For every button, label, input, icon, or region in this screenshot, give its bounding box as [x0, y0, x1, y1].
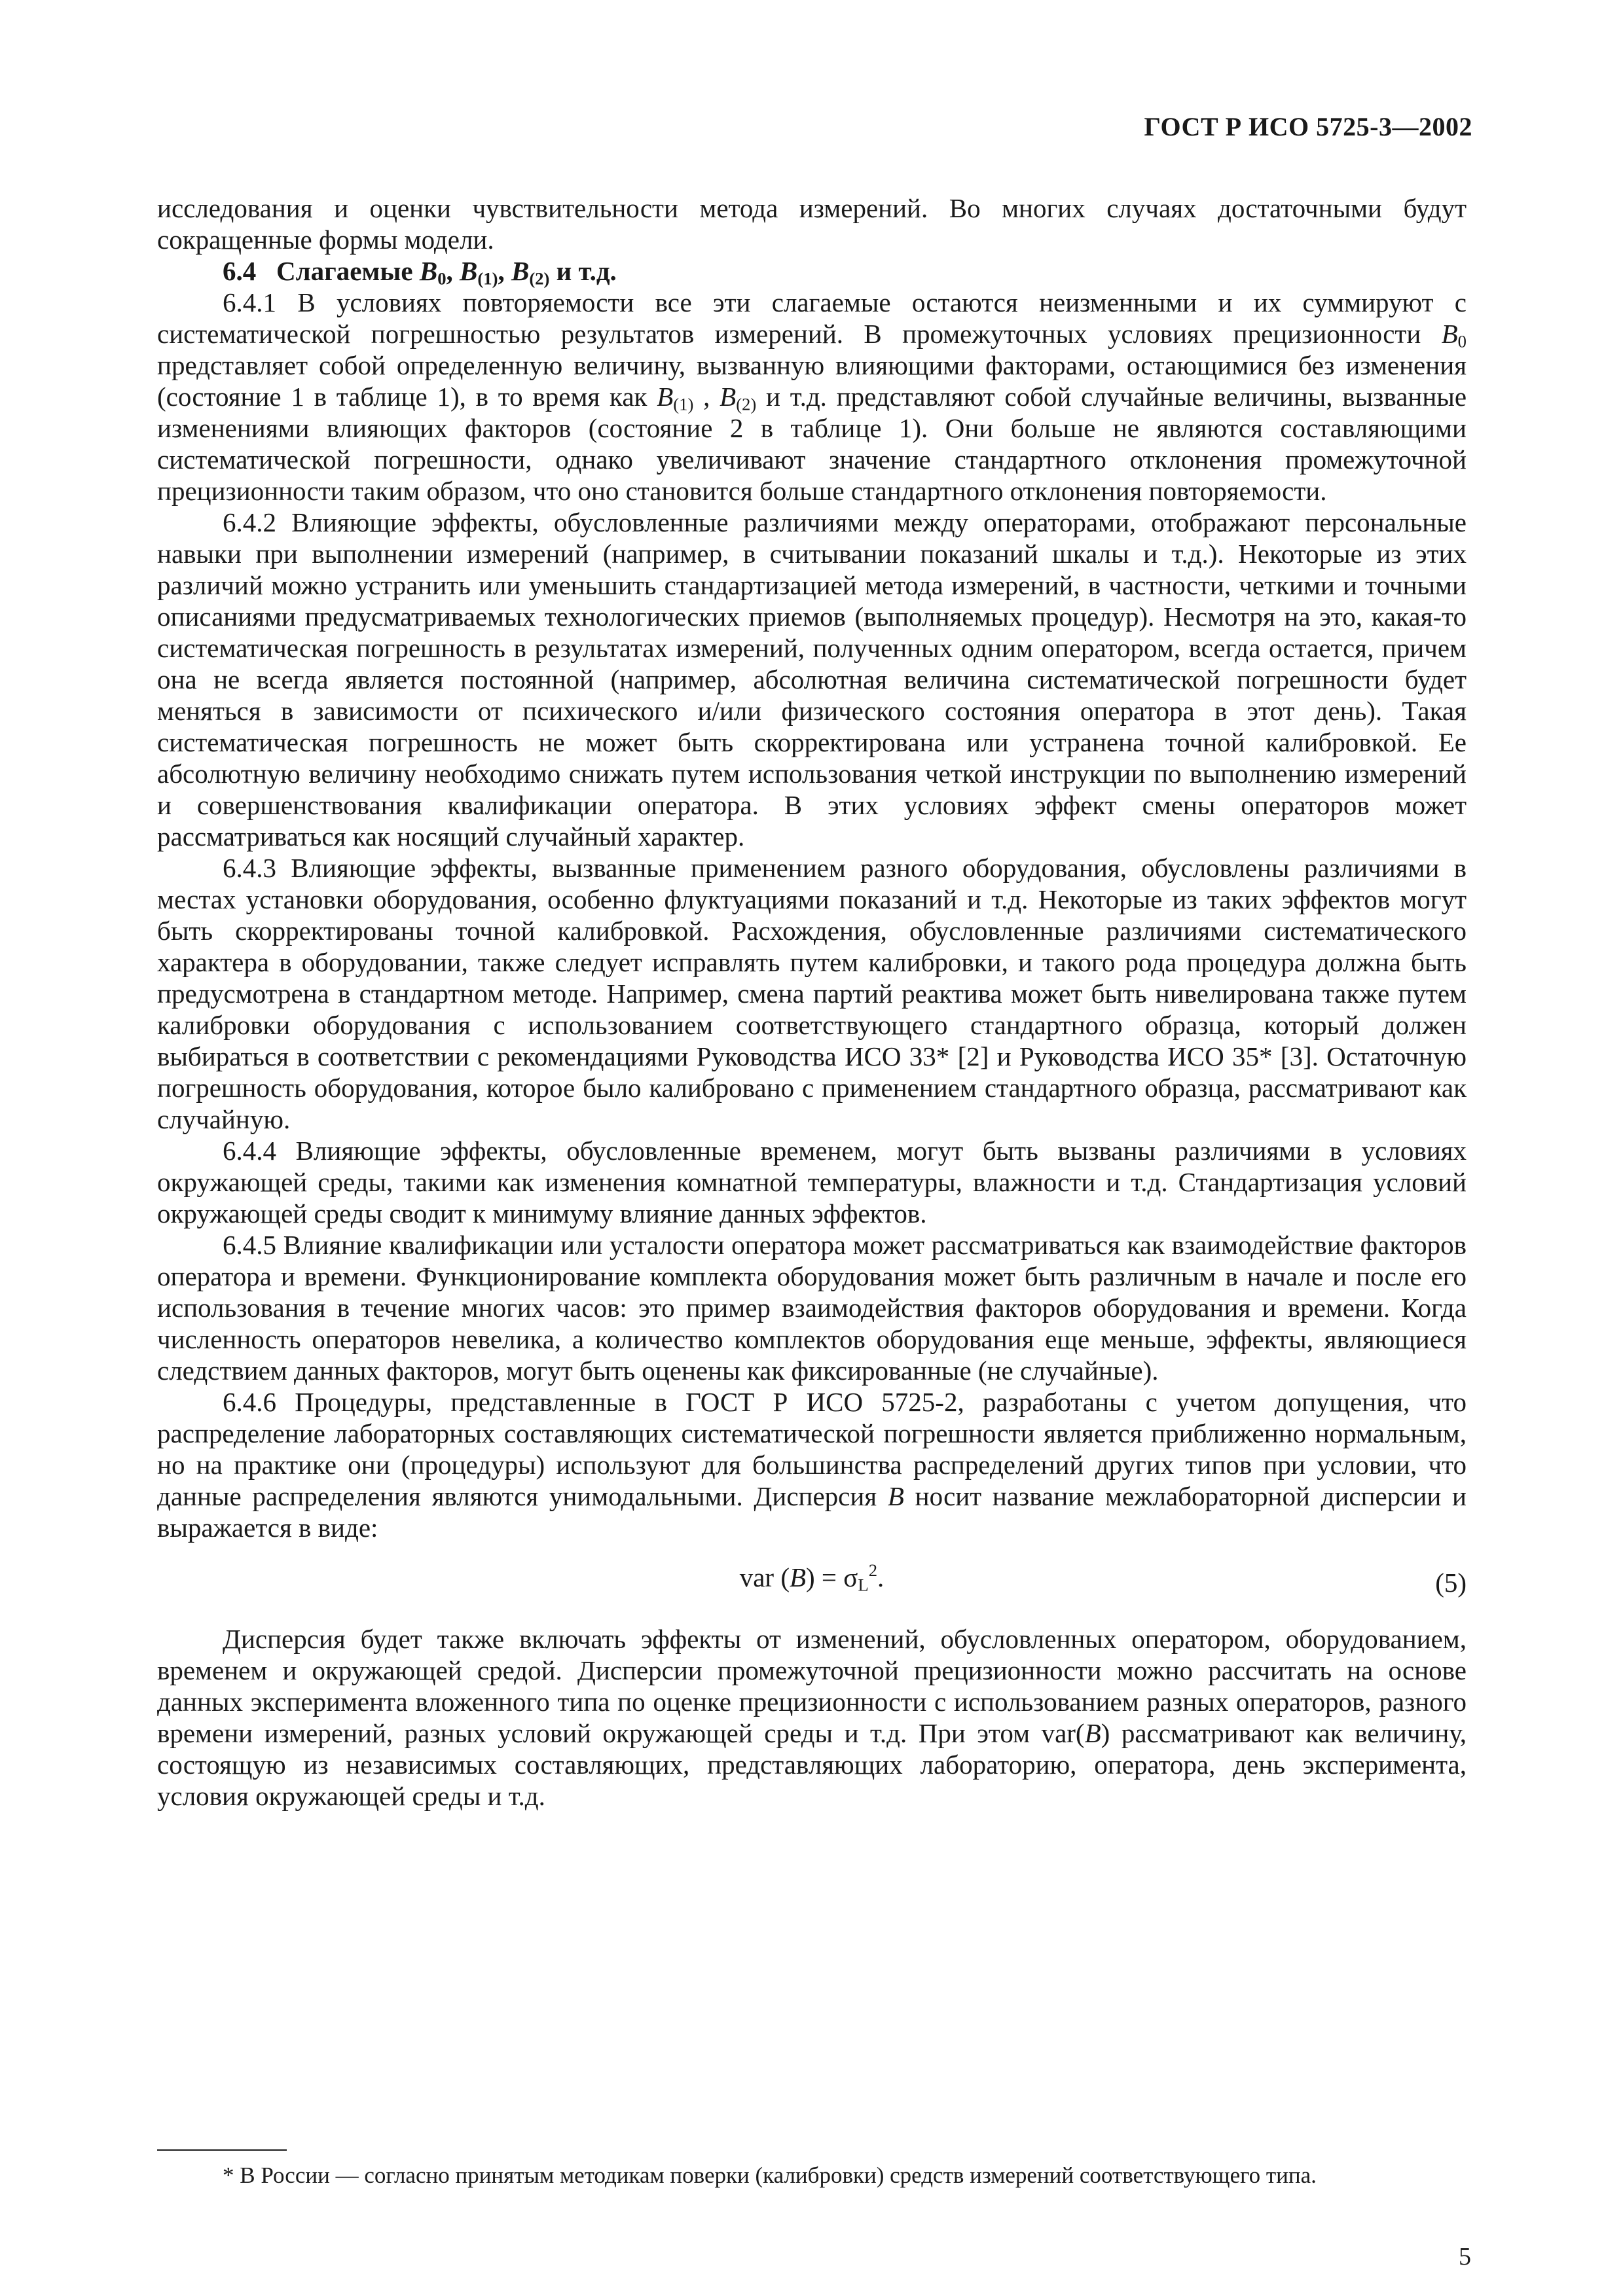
formula-part: ) = σ [806, 1562, 858, 1592]
symbol-b: B [720, 382, 737, 412]
subscript-1: (1) [477, 268, 498, 289]
footnote [157, 2160, 1467, 2191]
formula-5 [157, 1562, 1467, 1604]
paragraph-text: 6.4.6 Процедуры, представленные в ГОСТ Р ИСО 5725-2, разработаны с учетом допущения, что распределение лабораторных составляющих систематической погрешности является приближенно нормальным, но на практике они (процедуры) используют для большинства распределений других типов при условии, что данные распределения являются унимодальными. Дисперсия [157, 1387, 1467, 1511]
section-number: 6.4 [223, 256, 257, 286]
section-title-tail: и т.д. [549, 256, 617, 286]
heading-separator: , [498, 256, 511, 286]
formula-number: (5) [1435, 1568, 1467, 1598]
paragraph-text: носит название межлабораторной дисперсии и выражается в виде: [157, 1481, 1467, 1543]
symbol-b: B [460, 256, 478, 286]
section-title-lead: Слагаемые [276, 256, 413, 286]
symbol-b: B [887, 1481, 904, 1511]
paragraph-text: Дисперсия будет также включать эффекты от изменений, обусловленных оператором, оборудованием, временем и окружающей средой. Дисперсии промежуточной прецизионности можно рассчитать на основе данных эксперимента вложенного типа по оценке прецизионности с использованием разных операторов, разного времени измерений, разных условий окружающей среды и т.д. При этом var( [157, 1624, 1467, 1748]
symbol-b: B [1084, 1718, 1101, 1748]
document-header: ГОСТ Р ИСО 5725-3—2002 [1144, 112, 1472, 141]
body-text [157, 192, 1467, 1812]
paragraph-text: 6.4.1 В условиях повторяемости все эти слагаемые остаются неизменными и их суммируют с систематической погрешностью результатов измерений. В промежуточных условиях прецизионности [157, 287, 1467, 349]
formula-variable: B [789, 1562, 807, 1592]
subscript-2: (2) [736, 394, 757, 414]
page-number: 5 [1459, 2243, 1471, 2270]
formula-expression [157, 1562, 1467, 1593]
symbol-b: B [1441, 319, 1458, 349]
symbol-b: B [419, 256, 438, 286]
footnote-text: * В России — согласно принятым методикам поверки (калибровки) средств измерений соответствующего типа. [223, 2162, 1317, 2188]
formula-part: var ( [739, 1562, 790, 1592]
paragraph-continuation: исследования и оценки чувствительности метода измерений. Во многих случаях достаточными будут сокращенные формы модели. [157, 193, 1467, 255]
paragraph-6-4-3: 6.4.3 Влияющие эффекты, вызванные применением разного оборудования, обусловлены различиями в местах установки оборудования, особенно флуктуациями показаний и т.д. Некоторые из таких эффектов могут быть скорректированы точной калибровкой. Расхождения, обусловленные различиями систематического характера в оборудовании, также следует исправлять путем калибровки, и такого рода процедура должна быть предусмотрена в стандартном методе. Например, смена партий реактива может быть нивелирована также путем калибровки оборудования с использованием соответствующего стандартного образца, который должен выбираться в соответствии с рекомендациями Руководства ИСО 33* [2] и Руководства ИСО 35* [3]. Остаточную погрешность оборудования, которое было калибровано с применением стандартного образца, рассматривают как случайную. [157, 853, 1467, 1134]
paragraph-text: ) рассматривают как величину, состоящую из независимых составляющих, представляющих лабораторию, оператора, день эксперимента, условия окружающей среды и т.д. [157, 1718, 1467, 1811]
paragraph-6-4-5: 6.4.5 Влияние квалификации или усталости оператора может рассматриваться как взаимодействие факторов оператора и времени. Функционирование комплекта оборудования может быть различным в начале и после его использования в течение многих часов: это пример взаимодействия факторов оборудования и времени. Когда численность операторов невелика, а количество комплектов оборудования еще меньше, эффекты, являющиеся следствием данных факторов, могут быть оценены как фиксированные (не случайные). [157, 1230, 1467, 1386]
paragraph-6-4-1: 6.4.1 В условиях повторяемости все эти слагаемые остаются неизменными и их суммируют с систематической погрешностью результатов измерений. В промежуточных условиях прецизионности $B_0$ представляет собой определенную величину, вызванную влияющими факторами, остающимися без изменения (состояние 1 в таблице 1), в то время как $B_{(1)}$ , $B_{(2)}$ и т.д. представляют собой случайные величины, вызванные изменениями влияющих факторов (состояние 2 в таблице 1). Они больше не являются составляющими систематической погрешности, однако увеличивают значение стандартного отклонения промежуточной прецизионности таким образом, что оно становится больше стандартного отклонения повторяемости. [157, 287, 1467, 506]
formula-part: . [877, 1562, 884, 1592]
formula-subscript: L [858, 1575, 869, 1595]
symbol-b: B [511, 256, 530, 286]
paragraph-6-4-6 [157, 1386, 1467, 1543]
footnote-divider [157, 2149, 287, 2151]
paragraph-6-4-2: 6.4.2 Влияющие эффекты, обусловленные различиями между операторами, отображают персональные навыки при выполнении измерений (например, в считывании показаний шкалы и т.д.). Некоторые из этих различий можно устранить или уменьшить стандартизацией метода измерений, в частности, четкими и точными описаниями предусматриваемых технологических приемов (выполняемых процедур). Несмотря на это, какая-то систематическая погрешность в результатах измерений, полученных одним оператором, всегда остается, причем она не всегда является постоянной (например, абсолютная величина систематической погрешности будет меняться в зависимости от психического и/или физического состояния оператора в этот день). Такая систематическая погрешность не может быть скорректирована или устранена точной калибровкой. Ее абсолютную величину необходимо снижать путем использования четкой инструкции по выполнению измерений и совершенствования квалификации оператора. В этих условиях эффект смены операторов может рассматриваться как носящий случайный характер. [157, 507, 1467, 852]
heading-separator: , [446, 256, 460, 286]
subscript-2: (2) [529, 268, 550, 289]
section-heading-6-4 [157, 255, 1467, 287]
subscript-0: 0 [437, 268, 447, 289]
paragraph-text: представляет собой определенную величину, вызванную влияющими факторами, остающимися без изменения (состояние 1 в таблице 1), в то время как [157, 350, 1467, 412]
subscript-0: 0 [1457, 331, 1467, 351]
subscript-1: (1) [673, 394, 694, 414]
paragraph-text: и т.д. представляют собой случайные величины, вызванные изменениями влияющих факторов (состояние 2 в таблице 1). Они больше не являются составляющими систематической погрешности, однако увеличивают значение стандартного отклонения промежуточной прецизионности таким образом, что оно становится больше стандартного отклонения повторяемости. [157, 382, 1467, 506]
paragraph-after-formula [157, 1623, 1467, 1812]
symbol-b: B [657, 382, 674, 412]
paragraph-6-4-4: 6.4.4 Влияющие эффекты, обусловленные временем, могут быть вызваны различиями в условиях окружающей среды, такими как изменения комнатной температуры, влажности и т.д. Стандартизация условий окружающей среды сводит к минимуму влияние данных эффектов. [157, 1136, 1467, 1229]
formula-superscript: 2 [868, 1560, 878, 1581]
